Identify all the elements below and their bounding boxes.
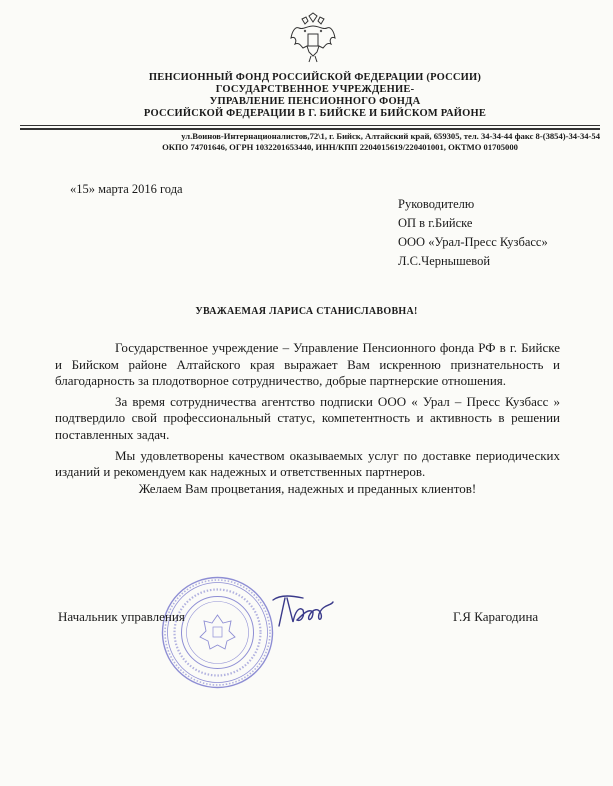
header-rule-thick xyxy=(20,128,600,130)
salutation: УВАЖАЕМАЯ ЛАРИСА СТАНИСЛАВОВНА! xyxy=(195,306,418,317)
header-rule-thin xyxy=(20,125,600,126)
recipient-block xyxy=(398,195,548,271)
org-line: ПЕНСИОННЫЙ ФОНД РОССИЙСКОЙ ФЕДЕРАЦИИ (РОССИИ) xyxy=(148,72,482,83)
registration-codes: ОКПО 74701646, ОГРН 1032201653440, ИНН/КПП 2204015619/220401001, ОКТМО 01705000 xyxy=(162,142,518,152)
letter-body xyxy=(55,340,560,497)
recipient-line: Л.С.Чернышевой xyxy=(398,254,491,268)
recipient-line: ООО «Урал-Пресс Кузбасс» xyxy=(398,235,548,249)
org-line: ГОСУДАРСТВЕННОЕ УЧРЕЖДЕНИЕ- xyxy=(215,84,415,95)
body-paragraph: Государственное учреждение – Управление Пенсионного фонда РФ в г. Бийске и Бийском районе Алтайского края выражает Вам искренною признательность и благодарность за плодотворное сотрудничество, добрые партнерские отношения. xyxy=(55,340,560,389)
org-line: РОССИЙСКОЙ ФЕДЕРАЦИИ В Г. БИЙСКЕ И БИЙСКОМ РАЙОНЕ xyxy=(143,108,487,119)
address-block xyxy=(40,131,600,153)
letter-date: «15» марта 2016 года xyxy=(70,182,183,196)
body-paragraph: Желаем Вам процветания, надежных и преданных клиентов! xyxy=(138,480,477,496)
signatory-name: Г.Я Карагодина xyxy=(453,609,539,624)
body-paragraph: Мы удовлетворены качеством оказываемых услуг по доставке периодических изданий и рекомендуем как надежных и ответственных партнеров. xyxy=(55,447,560,480)
russian-coat-of-arms-icon xyxy=(289,12,337,66)
signatory-title: Начальник управления xyxy=(58,609,185,624)
address-line: ул.Воинов-Интернационалистов,72\1, г. Бийск, Алтайский край, 659305, тел. 34-34-44 факс 8-(3854)-34-34-54 xyxy=(181,131,600,141)
body-paragraph: За время сотрудничества агентство подписки ООО « Урал – Пресс Кузбасс » подтвердило свой профессиональный статус, компетентность и активность в решении поставленных задач. xyxy=(55,393,560,442)
round-official-seal-icon xyxy=(160,575,275,690)
org-line: УПРАВЛЕНИЕ ПЕНСИОННОГО ФОНДА xyxy=(209,96,421,107)
organization-header xyxy=(100,72,530,120)
recipient-line: ОП в г.Бийске xyxy=(398,216,473,230)
recipient-line: Руководителю xyxy=(398,197,475,211)
handwritten-signature-icon xyxy=(267,592,347,632)
